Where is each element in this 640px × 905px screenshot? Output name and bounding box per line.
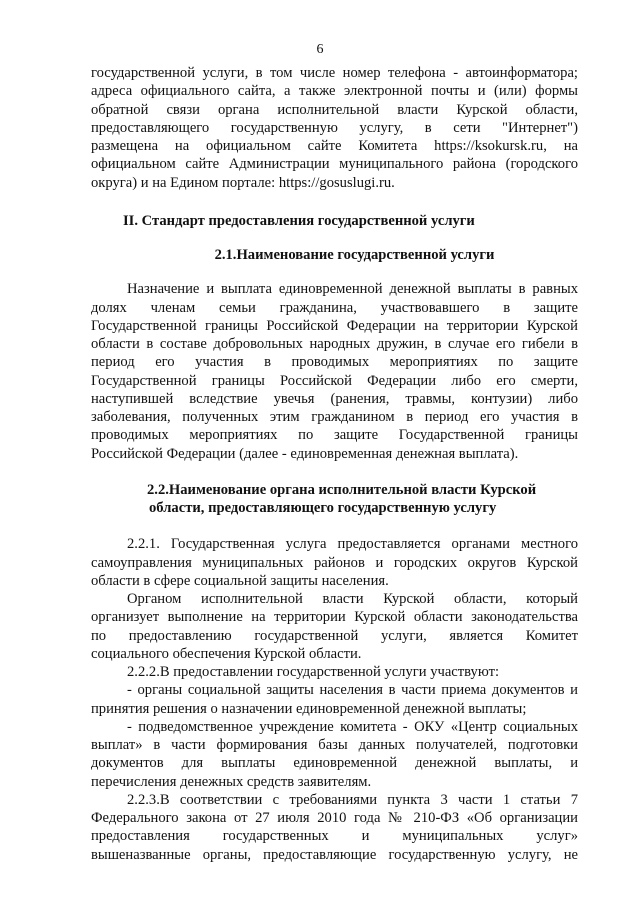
subsection-title-2-2 [91,481,578,518]
paragraph-2-2-1 [91,535,578,590]
text-line: 2.2.2.В предоставлении государственной услуги участвуют: [127,664,499,680]
text-line: - подведомственное учреждение комитета - ОКУ «Центр социальных [127,718,578,735]
subsection-title-2-1: 2.1.Наименование государственной услуги [214,247,495,263]
text-line: проводимых мероприятиях по защите Государственной границы [91,427,578,444]
text-line: организует выполнение на территории Курской области законодательства [91,609,578,626]
text-line: Российской Федерации (далее - единовременная денежная выплата). [91,445,519,462]
text-line: области в сфере социальной защиты населения. [91,572,389,589]
text-line: период его участия в проводимых мероприятиях по защите [91,354,578,371]
intro-paragraph [91,64,578,192]
text-line: Государственной границы Российской Федерации на территории Курской [91,317,578,334]
text-line: государственной услуги, в том числе номер телефона - автоинформатора; [91,65,578,81]
page-number: 6 [316,42,324,57]
paragraph-2-2-2 [91,663,578,681]
organ-paragraph [91,590,578,663]
text-line: - органы социальной защиты населения в части приема документов и [127,682,578,699]
text-line: адреса официального сайта, а также электронной почты и (или) формы [91,83,578,100]
text-line: обратной связи органа исполнительной власти Курской области, [91,101,578,118]
text-line: наступившей вследствие увечья (ранения, травмы, контузии) либо [91,390,578,407]
text-line: предоставляющего государственную услугу, в сети "Интернет") [91,119,578,136]
text-line: документов для выплаты единовременной денежной выплаты, и [91,755,578,772]
text-line: Органом исполнительной власти Курской области, который [127,591,578,607]
text-line: заболевания, полученных этим гражданином в период его участия в [91,409,578,425]
page-content [91,64,578,864]
text-line: перечисления денежных средств заявителям. [91,773,372,790]
text-line: Назначение и выплата единовременной денежной выплаты в равных [127,281,578,298]
text-line: 2.2.1. Государственная услуга предоставляется органами местного [127,536,578,553]
text-line: по предоставлению государственной услуги, является Комитет [91,627,578,644]
text-line: 2.2.3.В соответствии с требованиями пункта 3 части 1 статьи 7 [127,791,578,808]
title-line: 2.2.Наименование органа исполнительной власти Курской [147,481,537,498]
text-line: области в составе добровольных народных дружин, в случае его гибели в [91,336,578,352]
paragraph-2-2-3 [91,791,578,864]
title-line: области, предоставляющего государственную услугу [149,500,497,516]
text-line: принятия решения о назначении единовременной денежной выплаты; [91,700,527,717]
text-line: округа) и на Едином портале: https://gosuslugi.ru. [91,174,395,191]
text-line: предоставления государственных и муниципальных услуг» [91,828,578,845]
text-line: долях членам семьи гражданина, участвовавшего в защите [91,299,578,316]
text-line: выплат» в части формирования базы данных получателей, подготовки [91,737,578,753]
bullet-item [91,681,578,718]
service-name-paragraph [91,280,578,463]
text-line: официальном сайте Администрации муниципального района (городского [91,156,578,173]
text-line: Федерального закона от 27 июля 2010 года № 210-ФЗ «Об организации [91,810,578,826]
section-title: II. Стандарт предоставления государственной услуги [123,212,475,229]
text-line: социального обеспечения Курской области. [91,645,362,662]
text-line: самоуправления муниципальных районов и городских округов Курской [91,554,578,571]
text-line: Государственной границы Российской Федерации либо его смерти, [91,372,578,389]
text-line: вышеназванные органы, предоставляющие государственную услугу, не [91,846,578,863]
bullet-item [91,718,578,791]
text-line: размещена на официальном сайте Комитета https://ksokursk.ru, на [91,138,578,154]
